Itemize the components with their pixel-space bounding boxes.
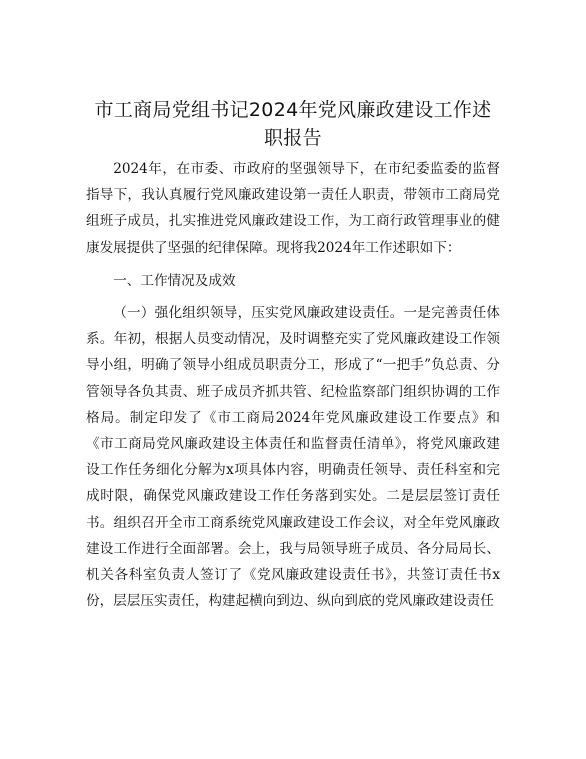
body-paragraph: （一）强化组织领导，压实党风廉政建设责任。一是完善责任体系。年初，根据人员变动情况，及时调整充实了党风廉政建设工作领导小组，明确了领导小组成员职责分工，形成了“一把手”负总责、分管领导各负其责、班子成员齐抓共管、纪检监察部门组织协调的工作格局。制定印发了《市工商局2024年党风廉政建设工作要点》和《市工商局党风廉政建设主体责任和监督责任清单》，将党风廉政建设工作任务细化分解为x项具体内容，明确责任领导、责任科室和完成时限，确保党风廉政建设工作任务落到实处。二是层层签订责任书。组织召开全市工商系统党风廉政建设工作会议，对全年党风廉政建设工作进行全面部署。会上，我与局领导班子成员、各分局局长、机关各科室负责人签订了《党风廉政建设责任书》，共签订责任书x份，层层压实责任，构建起横向到边、纵向到底的党风廉政建设责任 (86, 305, 500, 610)
document-title: 市工商局党组书记2024年党风廉政建设工作述职报告 (94, 99, 492, 149)
section-heading: 一、工作情况及成效 (113, 272, 236, 289)
intro-paragraph: 2024年，在市委、市政府的坚强领导下，在市纪委监委的监督指导下，我认真履行党风廉政建设第一责任人职责，带领市工商局党组班子成员，扎实推进党风廉政建设工作，为工商行政管理事业的健康发展提供了坚强的纪律保障。现将我2024年工作述职如下： (86, 161, 500, 256)
